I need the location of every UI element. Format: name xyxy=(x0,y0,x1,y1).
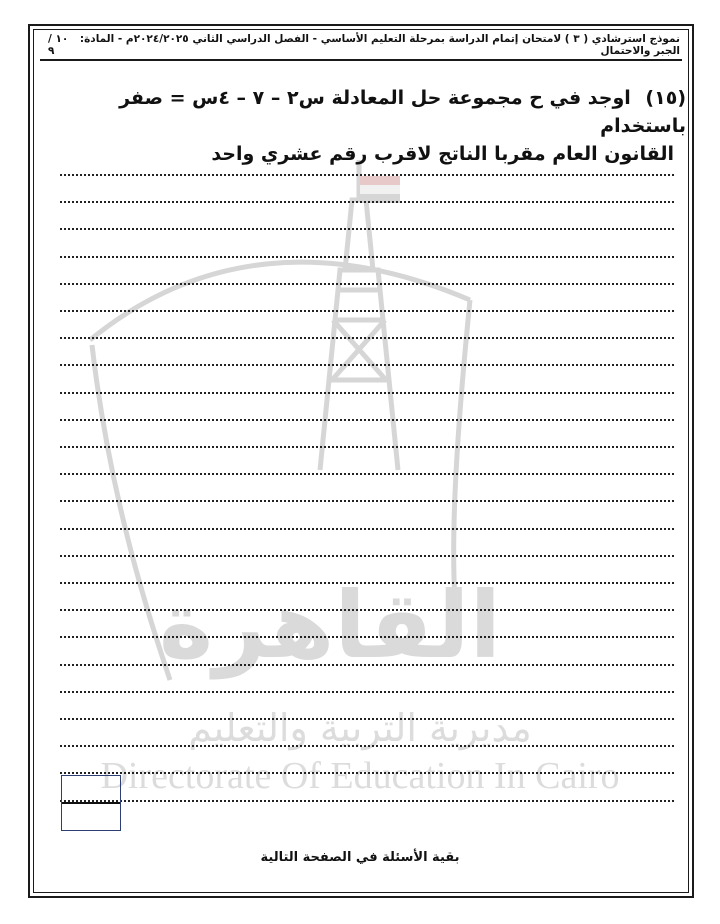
answer-line[interactable] xyxy=(60,745,674,747)
watermark-english: Directorate Of Education In Cairo xyxy=(100,755,620,797)
question-number: (١٥) xyxy=(645,87,686,109)
answer-line[interactable] xyxy=(60,337,674,339)
watermark-directorate: مديرية التربية والتعليم xyxy=(188,706,532,750)
answer-line[interactable] xyxy=(60,691,674,693)
answer-line[interactable] xyxy=(60,500,674,502)
page-number: ١٠ / ٩ xyxy=(48,33,69,57)
answer-line[interactable] xyxy=(60,392,674,394)
answer-line[interactable] xyxy=(60,228,674,230)
answer-line[interactable] xyxy=(60,528,674,530)
answer-line[interactable] xyxy=(60,201,674,203)
answer-line[interactable] xyxy=(60,664,674,666)
footer-note: بقية الأسئلة في الصفحة التالية xyxy=(260,850,460,865)
answer-line[interactable] xyxy=(60,283,674,285)
answer-line[interactable] xyxy=(60,446,674,448)
answer-line[interactable] xyxy=(60,473,674,475)
score-box-divider xyxy=(62,802,120,804)
question-text-line1: اوجد في ح مجموعة حل المعادلة س٢ – ٧ – ٤س = صفر باستخدام xyxy=(119,87,686,137)
question-15 xyxy=(80,84,686,168)
question-text-line2: القانون العام مقربا الناتج لاقرب رقم عشري واحد xyxy=(211,143,674,165)
answer-line[interactable] xyxy=(60,310,674,312)
answer-line[interactable] xyxy=(60,555,674,557)
answer-line[interactable] xyxy=(60,256,674,258)
watermark-name: القاهرة xyxy=(158,572,502,679)
answer-line[interactable] xyxy=(60,800,674,802)
answer-line[interactable] xyxy=(60,772,674,774)
score-box xyxy=(61,775,121,831)
answer-line[interactable] xyxy=(60,636,674,638)
header xyxy=(38,32,684,58)
answer-line[interactable] xyxy=(60,419,674,421)
answer-line[interactable] xyxy=(60,364,674,366)
answer-line[interactable] xyxy=(60,582,674,584)
answer-line[interactable] xyxy=(60,609,674,611)
header-rule xyxy=(40,59,682,61)
answer-line[interactable] xyxy=(60,718,674,720)
answer-line[interactable] xyxy=(60,174,674,176)
header-title: نموذج استرشادي ( ٣ ) لامتحان إتمام الدراسة بمرحلة التعليم الأساسي - الفصل الدراسي الثاني ٢٠٢٤/٢٠٢٥م - المادة: الجبر والاحتمال xyxy=(79,33,680,57)
